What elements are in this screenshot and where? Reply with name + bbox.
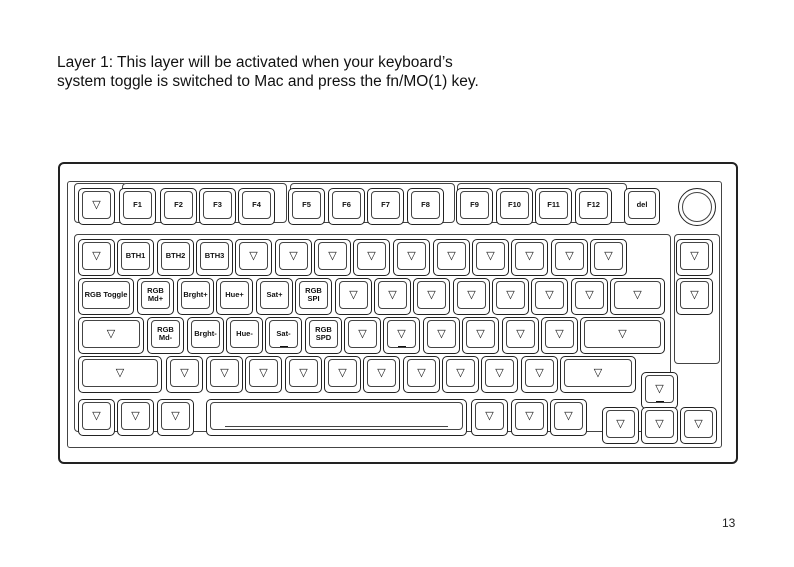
transparent-symbol: ▽ (467, 288, 476, 301)
homing-bump (398, 346, 406, 347)
transparent-key (442, 356, 479, 393)
key-label: BTH3 (204, 250, 225, 260)
transparent-key (383, 317, 420, 354)
transparent-symbol: ▽ (516, 327, 525, 340)
transparent-symbol: ▽ (485, 409, 494, 422)
key-label: F5 (302, 199, 311, 209)
transparent-key (78, 239, 115, 276)
transparent-key (314, 239, 351, 276)
key-hue (216, 278, 253, 315)
key-f3 (199, 188, 236, 225)
key-brght (187, 317, 224, 354)
rotary-knob-icon (678, 188, 716, 226)
key-label: RGB Md+ (147, 285, 164, 303)
transparent-symbol: ▽ (299, 366, 308, 379)
transparent-key (602, 407, 639, 444)
transparent-key (560, 356, 636, 393)
transparent-symbol: ▽ (476, 327, 485, 340)
transparent-key (641, 407, 678, 444)
transparent-symbol: ▽ (585, 288, 594, 301)
description-line-2: system toggle is switched to Mac and press the fn/MO(1) key. (57, 73, 479, 90)
key-label: Sat+ (266, 289, 283, 299)
transparent-key (335, 278, 372, 315)
transparent-key (492, 278, 529, 315)
transparent-symbol: ▽ (338, 366, 347, 379)
transparent-key (235, 239, 272, 276)
key-label: F3 (213, 199, 222, 209)
transparent-key (676, 239, 713, 276)
key-rgb-spd (305, 317, 342, 354)
transparent-symbol: ▽ (131, 409, 140, 422)
key-label: F7 (381, 199, 390, 209)
transparent-key (580, 317, 665, 354)
key-label: F11 (547, 199, 560, 209)
transparent-symbol: ▽ (694, 417, 703, 430)
transparent-symbol: ▽ (525, 409, 534, 422)
transparent-symbol: ▽ (555, 327, 564, 340)
key-f11 (535, 188, 572, 225)
key-label: F1 (133, 199, 142, 209)
description-line-1: Layer 1: This layer will be activated when your keyboard’s (57, 54, 453, 71)
key-label: Hue- (236, 328, 253, 338)
transparent-symbol: ▽ (289, 249, 298, 262)
transparent-key (471, 399, 508, 436)
key-label: F8 (421, 199, 430, 209)
transparent-symbol: ▽ (358, 327, 367, 340)
key-f7 (367, 188, 404, 225)
transparent-key (78, 188, 115, 225)
transparent-key (344, 317, 381, 354)
transparent-symbol: ▽ (565, 249, 574, 262)
transparent-key (423, 317, 460, 354)
transparent-symbol: ▽ (655, 417, 664, 430)
transparent-key (363, 356, 400, 393)
key-bth3 (196, 239, 233, 276)
transparent-symbol: ▽ (407, 249, 416, 262)
key-rgb-toggle (78, 278, 134, 315)
transparent-symbol: ▽ (388, 288, 397, 301)
transparent-key (541, 317, 578, 354)
transparent-key (285, 356, 322, 393)
transparent-symbol: ▽ (249, 249, 258, 262)
key-label: Brght- (194, 328, 217, 338)
key-bth2 (157, 239, 194, 276)
transparent-symbol: ▽ (328, 249, 337, 262)
keyboard-diagram (58, 162, 738, 464)
transparent-key (166, 356, 203, 393)
key-brght (177, 278, 214, 315)
homing-bump (656, 401, 664, 402)
transparent-key (245, 356, 282, 393)
transparent-key (157, 399, 194, 436)
transparent-key (590, 239, 627, 276)
key-label: RGB Md- (157, 324, 174, 342)
key-del (624, 188, 660, 225)
key-bth1 (117, 239, 154, 276)
transparent-symbol: ▽ (417, 366, 426, 379)
transparent-symbol: ▽ (655, 382, 664, 395)
transparent-key (413, 278, 450, 315)
key-f4 (238, 188, 275, 225)
transparent-symbol: ▽ (115, 366, 125, 379)
transparent-symbol: ▽ (535, 366, 544, 379)
transparent-symbol: ▽ (397, 327, 406, 340)
transparent-key (511, 239, 548, 276)
transparent-key (78, 317, 144, 354)
transparent-key (531, 278, 568, 315)
transparent-key (206, 356, 243, 393)
layer-description (57, 53, 677, 91)
transparent-key (511, 399, 548, 436)
key-f12 (575, 188, 612, 225)
key-label: Sat- (276, 328, 291, 338)
spacebar-key (206, 399, 467, 436)
transparent-key (433, 239, 470, 276)
transparent-key (78, 356, 162, 393)
transparent-symbol: ▽ (564, 409, 573, 422)
key-label: F9 (470, 199, 479, 209)
transparent-symbol: ▽ (495, 366, 504, 379)
key-label: del (636, 199, 648, 209)
key-label: F6 (342, 199, 351, 209)
transparent-key (393, 239, 430, 276)
transparent-key (462, 317, 499, 354)
transparent-symbol: ▽ (447, 249, 456, 262)
key-rgb-spi (295, 278, 332, 315)
key-label: Brght+ (183, 289, 208, 299)
key-label: RGB SPD (315, 324, 332, 342)
transparent-key (374, 278, 411, 315)
transparent-symbol: ▽ (427, 288, 436, 301)
transparent-symbol: ▽ (437, 327, 446, 340)
transparent-symbol: ▽ (106, 327, 116, 340)
transparent-symbol: ▽ (690, 288, 699, 301)
transparent-symbol: ▽ (618, 327, 627, 340)
transparent-key (571, 278, 608, 315)
key-hue (226, 317, 263, 354)
key-f2 (160, 188, 197, 225)
key-f1 (119, 188, 156, 225)
transparent-symbol: ▽ (604, 249, 613, 262)
key-f9 (456, 188, 493, 225)
transparent-symbol: ▽ (259, 366, 268, 379)
transparent-key (481, 356, 518, 393)
key-label: F2 (174, 199, 183, 209)
key-label: BTH2 (165, 250, 186, 260)
transparent-symbol: ▽ (593, 366, 603, 379)
transparent-key (453, 278, 490, 315)
transparent-symbol: ▽ (486, 249, 495, 262)
transparent-symbol: ▽ (92, 198, 101, 211)
key-f5 (288, 188, 325, 225)
key-f10 (496, 188, 533, 225)
transparent-key (78, 399, 115, 436)
transparent-key (324, 356, 361, 393)
transparent-key (117, 399, 154, 436)
transparent-symbol: ▽ (92, 409, 101, 422)
key-sat (256, 278, 293, 315)
transparent-key (610, 278, 665, 315)
transparent-key (472, 239, 509, 276)
transparent-symbol: ▽ (220, 366, 229, 379)
key-f6 (328, 188, 365, 225)
key-rgb-md (137, 278, 174, 315)
transparent-symbol: ▽ (633, 288, 642, 301)
transparent-key (403, 356, 440, 393)
key-label: F4 (252, 199, 261, 209)
key-label: F12 (587, 199, 600, 209)
transparent-key (275, 239, 312, 276)
key-label: RGB SPI (305, 285, 322, 303)
key-sat (265, 317, 302, 354)
transparent-symbol: ▽ (180, 366, 189, 379)
transparent-key (680, 407, 717, 444)
transparent-symbol: ▽ (367, 249, 376, 262)
key-rgb-md (147, 317, 184, 354)
transparent-symbol: ▽ (456, 366, 465, 379)
transparent-key (502, 317, 539, 354)
homing-bump (280, 346, 288, 347)
transparent-symbol: ▽ (92, 249, 101, 262)
key-label: Hue+ (225, 289, 244, 299)
transparent-symbol: ▽ (377, 366, 386, 379)
transparent-symbol: ▽ (690, 249, 699, 262)
transparent-symbol: ▽ (171, 409, 180, 422)
transparent-symbol: ▽ (506, 288, 515, 301)
transparent-symbol: ▽ (349, 288, 358, 301)
transparent-symbol: ▽ (525, 249, 534, 262)
key-label: RGB Toggle (84, 289, 128, 299)
page-number: 13 (722, 516, 736, 530)
transparent-symbol: ▽ (545, 288, 554, 301)
transparent-key (641, 372, 678, 409)
key-f8 (407, 188, 444, 225)
key-label: BTH1 (125, 250, 146, 260)
transparent-symbol: ▽ (616, 417, 625, 430)
transparent-key (551, 239, 588, 276)
transparent-key (550, 399, 587, 436)
transparent-key (521, 356, 558, 393)
key-label: F10 (508, 199, 521, 209)
transparent-key (353, 239, 390, 276)
transparent-key (676, 278, 713, 315)
